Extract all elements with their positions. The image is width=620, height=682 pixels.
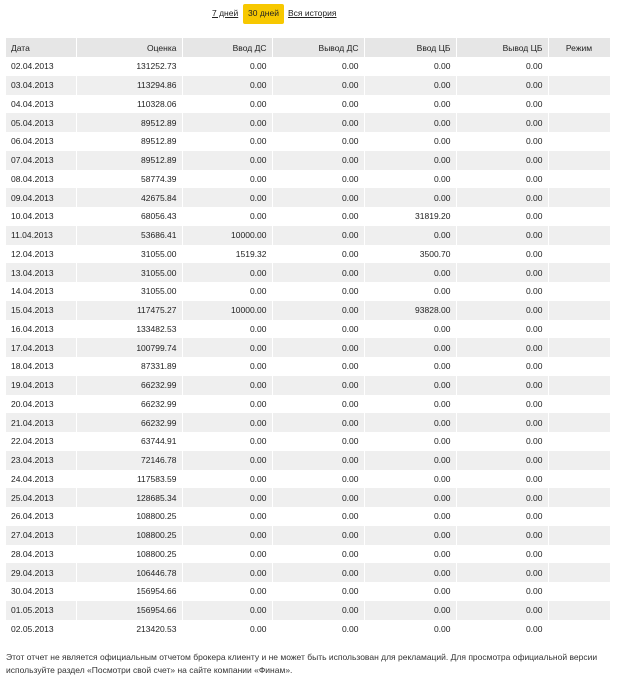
cell-date: 19.04.2013 — [6, 376, 76, 395]
cell-date: 08.04.2013 — [6, 170, 76, 189]
cell-date: 16.04.2013 — [6, 320, 76, 339]
cell-date: 17.04.2013 — [6, 338, 76, 357]
cell-valuation: 66232.99 — [76, 376, 182, 395]
cell-securities-in: 0.00 — [364, 282, 456, 301]
cell-valuation: 131252.73 — [76, 57, 182, 76]
cell-securities-out: 0.00 — [456, 245, 548, 264]
cell-securities-out: 0.00 — [456, 207, 548, 226]
table-row — [6, 582, 610, 601]
cell-date: 20.04.2013 — [6, 395, 76, 414]
table-row — [6, 282, 610, 301]
cell-mode — [548, 95, 610, 114]
cell-cash-in: 10000.00 — [182, 301, 272, 320]
table-row — [6, 245, 610, 264]
cell-cash-in: 0.00 — [182, 113, 272, 132]
cell-cash-in: 0.00 — [182, 395, 272, 414]
table-row — [6, 170, 610, 189]
cell-mode — [548, 151, 610, 170]
cell-securities-out: 0.00 — [456, 76, 548, 95]
cell-securities-in: 0.00 — [364, 132, 456, 151]
cell-cash-in: 10000.00 — [182, 226, 272, 245]
cell-date: 21.04.2013 — [6, 413, 76, 432]
header-securities-out: Вывод ЦБ — [456, 38, 548, 57]
cell-date: 13.04.2013 — [6, 263, 76, 282]
cell-mode — [548, 226, 610, 245]
cell-securities-out: 0.00 — [456, 113, 548, 132]
cell-securities-out: 0.00 — [456, 132, 548, 151]
cell-cash-in: 0.00 — [182, 601, 272, 620]
cell-date: 05.04.2013 — [6, 113, 76, 132]
cell-date: 26.04.2013 — [6, 507, 76, 526]
cell-mode — [548, 395, 610, 414]
cell-securities-in: 0.00 — [364, 263, 456, 282]
cell-securities-out: 0.00 — [456, 95, 548, 114]
cell-cash-out: 0.00 — [272, 488, 364, 507]
cell-valuation: 89512.89 — [76, 151, 182, 170]
cell-valuation: 72146.78 — [76, 451, 182, 470]
cell-securities-out: 0.00 — [456, 582, 548, 601]
cell-cash-in: 0.00 — [182, 170, 272, 189]
table-row — [6, 301, 610, 320]
cell-cash-out: 0.00 — [272, 507, 364, 526]
cell-securities-in: 0.00 — [364, 563, 456, 582]
cell-mode — [548, 338, 610, 357]
cell-securities-in: 0.00 — [364, 413, 456, 432]
cell-valuation: 108800.25 — [76, 545, 182, 564]
cell-cash-out: 0.00 — [272, 395, 364, 414]
cell-valuation: 117583.59 — [76, 470, 182, 489]
cell-mode — [548, 282, 610, 301]
cell-cash-out: 0.00 — [272, 582, 364, 601]
cell-cash-out: 0.00 — [272, 245, 364, 264]
table-row — [6, 357, 610, 376]
cell-valuation: 89512.89 — [76, 113, 182, 132]
cell-cash-out: 0.00 — [272, 95, 364, 114]
cell-valuation: 113294.86 — [76, 76, 182, 95]
header-securities-in: Ввод ЦБ — [364, 38, 456, 57]
cell-securities-out: 0.00 — [456, 57, 548, 76]
cell-securities-out: 0.00 — [456, 170, 548, 189]
table-body — [6, 57, 610, 638]
cell-date: 14.04.2013 — [6, 282, 76, 301]
cell-date: 29.04.2013 — [6, 563, 76, 582]
cell-securities-in: 3500.70 — [364, 245, 456, 264]
cell-valuation: 156954.66 — [76, 601, 182, 620]
cell-securities-out: 0.00 — [456, 413, 548, 432]
cell-cash-out: 0.00 — [272, 188, 364, 207]
table-row — [6, 563, 610, 582]
table-row — [6, 95, 610, 114]
tab-all-history[interactable]: Вся история — [288, 8, 337, 18]
cell-cash-in: 0.00 — [182, 132, 272, 151]
cell-date: 22.04.2013 — [6, 432, 76, 451]
cell-securities-in: 0.00 — [364, 226, 456, 245]
cell-mode — [548, 57, 610, 76]
cell-cash-in: 0.00 — [182, 563, 272, 582]
cell-valuation: 108800.25 — [76, 526, 182, 545]
cell-cash-out: 0.00 — [272, 207, 364, 226]
cell-securities-in: 0.00 — [364, 395, 456, 414]
cell-securities-in: 31819.20 — [364, 207, 456, 226]
cell-securities-out: 0.00 — [456, 545, 548, 564]
cell-valuation: 63744.91 — [76, 432, 182, 451]
cell-mode — [548, 113, 610, 132]
cell-securities-out: 0.00 — [456, 601, 548, 620]
cell-cash-out: 0.00 — [272, 113, 364, 132]
cell-securities-in: 0.00 — [364, 188, 456, 207]
cell-mode — [548, 432, 610, 451]
cell-securities-out: 0.00 — [456, 432, 548, 451]
header-cash-in: Ввод ДС — [182, 38, 272, 57]
cell-cash-in: 0.00 — [182, 526, 272, 545]
cell-cash-out: 0.00 — [272, 282, 364, 301]
cell-date: 07.04.2013 — [6, 151, 76, 170]
cell-cash-out: 0.00 — [272, 338, 364, 357]
cell-cash-in: 0.00 — [182, 282, 272, 301]
cell-cash-out: 0.00 — [272, 620, 364, 639]
cell-mode — [548, 188, 610, 207]
cell-cash-in: 0.00 — [182, 357, 272, 376]
cell-cash-out: 0.00 — [272, 301, 364, 320]
cell-cash-out: 0.00 — [272, 76, 364, 95]
cell-securities-out: 0.00 — [456, 451, 548, 470]
cell-cash-out: 0.00 — [272, 413, 364, 432]
cell-mode — [548, 132, 610, 151]
cell-cash-in: 0.00 — [182, 620, 272, 639]
cell-mode — [548, 301, 610, 320]
table-row — [6, 188, 610, 207]
cell-valuation: 156954.66 — [76, 582, 182, 601]
cell-date: 27.04.2013 — [6, 526, 76, 545]
table-row — [6, 57, 610, 76]
table-row — [6, 376, 610, 395]
cell-date: 02.05.2013 — [6, 620, 76, 639]
period-tabs — [0, 4, 620, 24]
cell-cash-in: 0.00 — [182, 320, 272, 339]
cell-securities-in: 0.00 — [364, 338, 456, 357]
cell-mode — [548, 582, 610, 601]
cell-cash-out: 0.00 — [272, 432, 364, 451]
cell-valuation: 117475.27 — [76, 301, 182, 320]
cell-valuation: 87331.89 — [76, 357, 182, 376]
cell-date: 04.04.2013 — [6, 95, 76, 114]
table-header-row — [6, 38, 610, 57]
cell-securities-out: 0.00 — [456, 507, 548, 526]
cell-securities-in: 0.00 — [364, 507, 456, 526]
cell-cash-in: 0.00 — [182, 57, 272, 76]
cell-cash-out: 0.00 — [272, 563, 364, 582]
cell-mode — [548, 320, 610, 339]
table-row — [6, 226, 610, 245]
cell-valuation: 68056.43 — [76, 207, 182, 226]
cell-securities-in: 0.00 — [364, 526, 456, 545]
header-mode: Режим — [548, 38, 610, 57]
cell-securities-in: 0.00 — [364, 601, 456, 620]
cell-cash-out: 0.00 — [272, 170, 364, 189]
header-valuation: Оценка — [76, 38, 182, 57]
cell-securities-in: 0.00 — [364, 320, 456, 339]
cell-valuation: 106446.78 — [76, 563, 182, 582]
cell-securities-in: 0.00 — [364, 151, 456, 170]
cell-cash-in: 0.00 — [182, 151, 272, 170]
cell-cash-out: 0.00 — [272, 545, 364, 564]
cell-mode — [548, 245, 610, 264]
table-row — [6, 470, 610, 489]
cell-securities-in: 0.00 — [364, 451, 456, 470]
cell-cash-out: 0.00 — [272, 451, 364, 470]
table-row — [6, 601, 610, 620]
cell-cash-in: 0.00 — [182, 376, 272, 395]
cell-valuation: 89512.89 — [76, 132, 182, 151]
cell-securities-out: 0.00 — [456, 151, 548, 170]
header-cash-out: Вывод ДС — [272, 38, 364, 57]
table-row — [6, 338, 610, 357]
table-row — [6, 432, 610, 451]
cell-mode — [548, 357, 610, 376]
cell-cash-in: 0.00 — [182, 451, 272, 470]
table-row — [6, 263, 610, 282]
cell-securities-in: 0.00 — [364, 376, 456, 395]
cell-securities-in: 0.00 — [364, 488, 456, 507]
cell-securities-out: 0.00 — [456, 357, 548, 376]
cell-mode — [548, 545, 610, 564]
cell-cash-in: 0.00 — [182, 582, 272, 601]
cell-securities-out: 0.00 — [456, 338, 548, 357]
cell-cash-in: 0.00 — [182, 488, 272, 507]
cell-cash-in: 0.00 — [182, 338, 272, 357]
cell-valuation: 110328.06 — [76, 95, 182, 114]
cell-date: 01.05.2013 — [6, 601, 76, 620]
cell-cash-in: 0.00 — [182, 207, 272, 226]
cell-valuation: 31055.00 — [76, 282, 182, 301]
cell-valuation: 133482.53 — [76, 320, 182, 339]
cell-valuation: 213420.53 — [76, 620, 182, 639]
cell-date: 06.04.2013 — [6, 132, 76, 151]
cell-cash-in: 0.00 — [182, 432, 272, 451]
cell-securities-out: 0.00 — [456, 188, 548, 207]
cell-mode — [548, 601, 610, 620]
tab-7-days[interactable]: 7 дней — [212, 8, 239, 18]
cell-cash-in: 0.00 — [182, 95, 272, 114]
cell-securities-out: 0.00 — [456, 488, 548, 507]
cell-cash-in: 0.00 — [182, 76, 272, 95]
cell-date: 23.04.2013 — [6, 451, 76, 470]
cell-securities-out: 0.00 — [456, 282, 548, 301]
cell-valuation: 42675.84 — [76, 188, 182, 207]
cell-securities-out: 0.00 — [456, 263, 548, 282]
cell-date: 30.04.2013 — [6, 582, 76, 601]
cell-date: 15.04.2013 — [6, 301, 76, 320]
cell-mode — [548, 507, 610, 526]
cell-date: 24.04.2013 — [6, 470, 76, 489]
cell-mode — [548, 413, 610, 432]
cell-securities-out: 0.00 — [456, 563, 548, 582]
cell-mode — [548, 563, 610, 582]
cell-cash-in: 0.00 — [182, 263, 272, 282]
cell-securities-in: 0.00 — [364, 57, 456, 76]
cell-securities-in: 0.00 — [364, 620, 456, 639]
cell-valuation: 31055.00 — [76, 263, 182, 282]
cell-securities-out: 0.00 — [456, 320, 548, 339]
cell-mode — [548, 451, 610, 470]
tab-30-days[interactable]: 30 дней — [243, 4, 284, 24]
cell-cash-in: 0.00 — [182, 507, 272, 526]
cell-cash-out: 0.00 — [272, 320, 364, 339]
cell-valuation: 58774.39 — [76, 170, 182, 189]
cell-valuation: 66232.99 — [76, 395, 182, 414]
table-row — [6, 413, 610, 432]
cell-mode — [548, 263, 610, 282]
cell-date: 25.04.2013 — [6, 488, 76, 507]
cell-mode — [548, 170, 610, 189]
cell-valuation: 100799.74 — [76, 338, 182, 357]
cell-cash-out: 0.00 — [272, 470, 364, 489]
cell-cash-out: 0.00 — [272, 263, 364, 282]
cell-date: 11.04.2013 — [6, 226, 76, 245]
cell-securities-in: 0.00 — [364, 95, 456, 114]
report-table — [6, 38, 611, 638]
cell-securities-in: 93828.00 — [364, 301, 456, 320]
cell-cash-out: 0.00 — [272, 601, 364, 620]
cell-date: 18.04.2013 — [6, 357, 76, 376]
cell-securities-out: 0.00 — [456, 226, 548, 245]
cell-securities-out: 0.00 — [456, 526, 548, 545]
cell-date: 10.04.2013 — [6, 207, 76, 226]
table-row — [6, 451, 610, 470]
cell-date: 12.04.2013 — [6, 245, 76, 264]
cell-date: 03.04.2013 — [6, 76, 76, 95]
cell-date: 28.04.2013 — [6, 545, 76, 564]
table-row — [6, 113, 610, 132]
cell-cash-out: 0.00 — [272, 57, 364, 76]
cell-cash-in: 1519.32 — [182, 245, 272, 264]
cell-securities-in: 0.00 — [364, 357, 456, 376]
cell-securities-out: 0.00 — [456, 620, 548, 639]
cell-valuation: 108800.25 — [76, 507, 182, 526]
table-row — [6, 620, 610, 639]
cell-valuation: 31055.00 — [76, 245, 182, 264]
cell-cash-in: 0.00 — [182, 188, 272, 207]
table-row — [6, 488, 610, 507]
cell-cash-out: 0.00 — [272, 526, 364, 545]
cell-mode — [548, 470, 610, 489]
cell-mode — [548, 620, 610, 639]
cell-valuation: 128685.34 — [76, 488, 182, 507]
table-row — [6, 395, 610, 414]
cell-cash-out: 0.00 — [272, 226, 364, 245]
cell-mode — [548, 207, 610, 226]
table-row — [6, 320, 610, 339]
cell-securities-out: 0.00 — [456, 376, 548, 395]
cell-mode — [548, 376, 610, 395]
cell-cash-in: 0.00 — [182, 545, 272, 564]
cell-securities-in: 0.00 — [364, 545, 456, 564]
cell-cash-in: 0.00 — [182, 470, 272, 489]
cell-valuation: 66232.99 — [76, 413, 182, 432]
cell-date: 09.04.2013 — [6, 188, 76, 207]
cell-securities-out: 0.00 — [456, 395, 548, 414]
table-row — [6, 76, 610, 95]
header-date: Дата — [6, 38, 76, 57]
cell-cash-in: 0.00 — [182, 413, 272, 432]
table-row — [6, 545, 610, 564]
cell-cash-out: 0.00 — [272, 132, 364, 151]
cell-securities-in: 0.00 — [364, 432, 456, 451]
cell-cash-out: 0.00 — [272, 151, 364, 170]
cell-securities-in: 0.00 — [364, 470, 456, 489]
disclaimer-text: Этот отчет не является официальным отчетом брокера клиенту и не может быть использован для рекламаций. Для просмотра официальной версии используйте раздел «Посмотри свой счет» на сайте компании «Финам». — [6, 652, 598, 675]
cell-securities-in: 0.00 — [364, 113, 456, 132]
cell-securities-in: 0.00 — [364, 170, 456, 189]
cell-mode — [548, 488, 610, 507]
cell-securities-in: 0.00 — [364, 76, 456, 95]
table-row — [6, 151, 610, 170]
cell-valuation: 53686.41 — [76, 226, 182, 245]
cell-cash-out: 0.00 — [272, 357, 364, 376]
cell-mode — [548, 76, 610, 95]
table-row — [6, 526, 610, 545]
cell-date: 02.04.2013 — [6, 57, 76, 76]
cell-securities-out: 0.00 — [456, 470, 548, 489]
cell-securities-in: 0.00 — [364, 582, 456, 601]
cell-cash-out: 0.00 — [272, 376, 364, 395]
table-row — [6, 132, 610, 151]
cell-mode — [548, 526, 610, 545]
cell-securities-out: 0.00 — [456, 301, 548, 320]
table-row — [6, 507, 610, 526]
table-row — [6, 207, 610, 226]
